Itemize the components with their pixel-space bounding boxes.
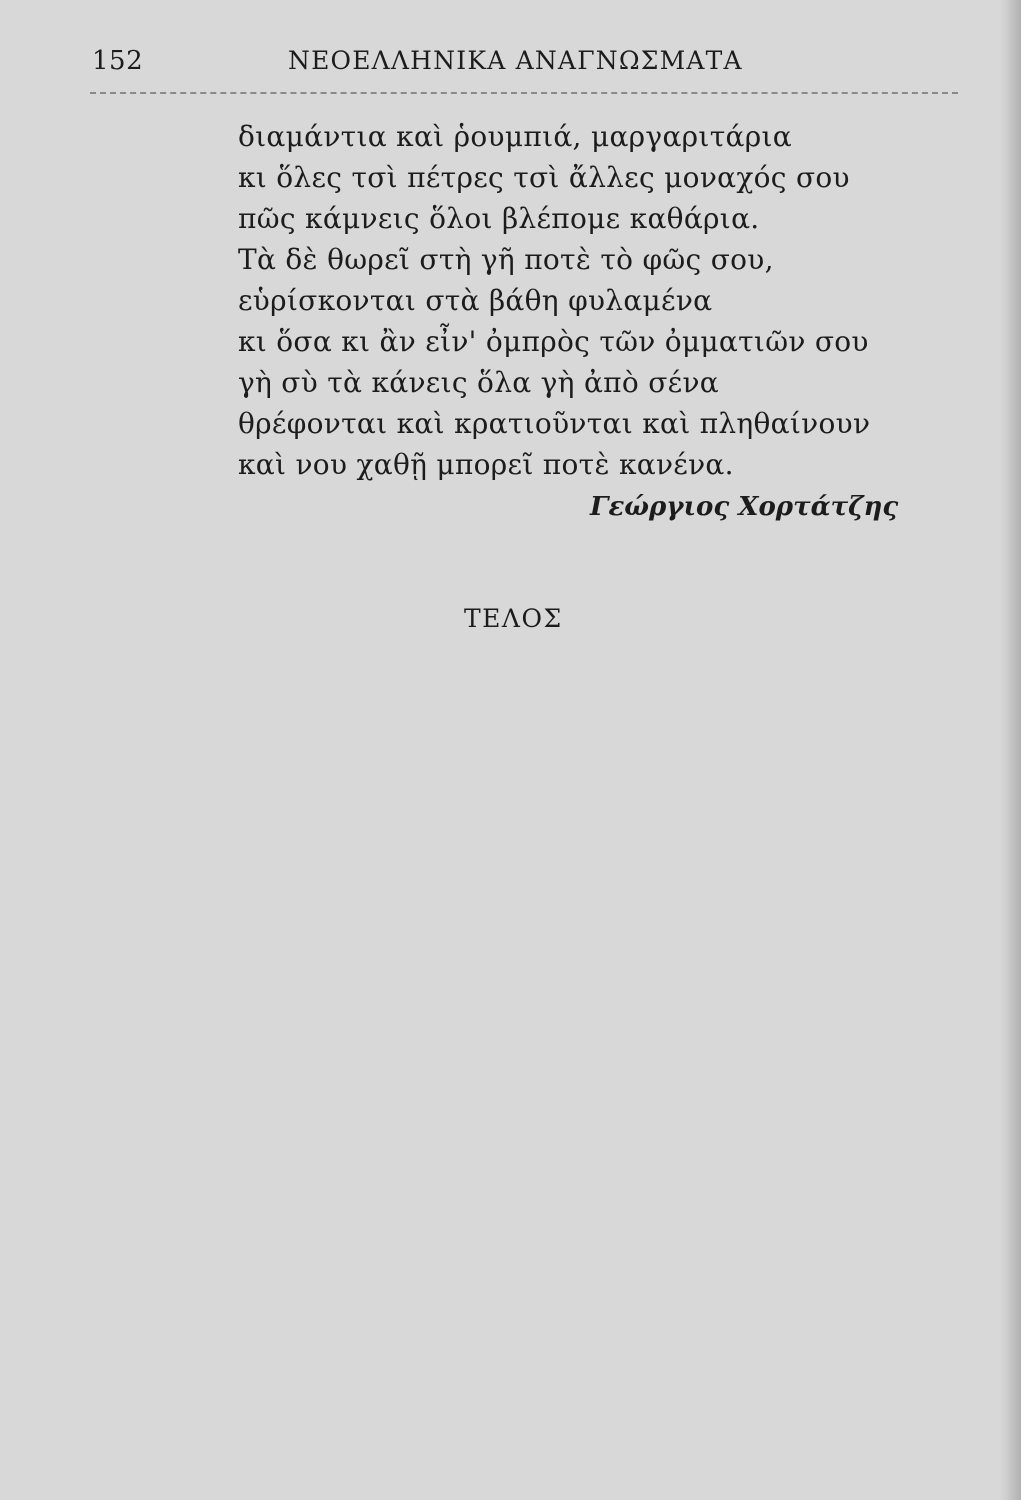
- poem-line: Τὰ δὲ θωρεῖ στὴ γῆ ποτὲ τὸ φῶς σου,: [238, 243, 774, 276]
- poem-line: εὑρίσκονται στὰ βάθη φυλαμένα: [238, 284, 713, 317]
- author-signature: Γεώργιος Χορτάτζης: [590, 492, 899, 522]
- poem-line: πῶς κάμνεις ὅλοι βλέπομε καθάρια.: [238, 202, 760, 235]
- header-title: ΝΕΟΕΛΛΗΝΙΚΑ ΑΝΑΓΝΩΣΜΑΤΑ: [288, 46, 743, 75]
- end-mark: ΤΕΛΟΣ: [464, 604, 563, 633]
- poem-text: [238, 116, 938, 485]
- page-edge-shadow: [999, 0, 1021, 1500]
- poem-line: κι ὅλες τσὶ πέτρες τσὶ ἄλλες μοναχός σου: [238, 161, 850, 194]
- poem-line: κι ὅσα κι ἂν εἶν' ὀμπρὸς τῶν ὀμματιῶν σου: [238, 325, 869, 358]
- poem-line: γὴ σὺ τὰ κάνεις ὅλα γὴ ἀπὸ σένα: [238, 366, 719, 399]
- poem-line: θρέφονται καὶ κρατιοῦνται καὶ πληθαίνουν: [238, 407, 871, 440]
- running-head: [0, 46, 1021, 90]
- poem-line: διαμάντια καὶ ῥουμπιά, μαργαριτάρια: [238, 120, 792, 153]
- poem-line: καὶ νου χαθῇ μπορεῖ ποτὲ κανένα.: [238, 448, 734, 481]
- header-divider: [90, 92, 958, 94]
- page-number: 152: [92, 46, 144, 76]
